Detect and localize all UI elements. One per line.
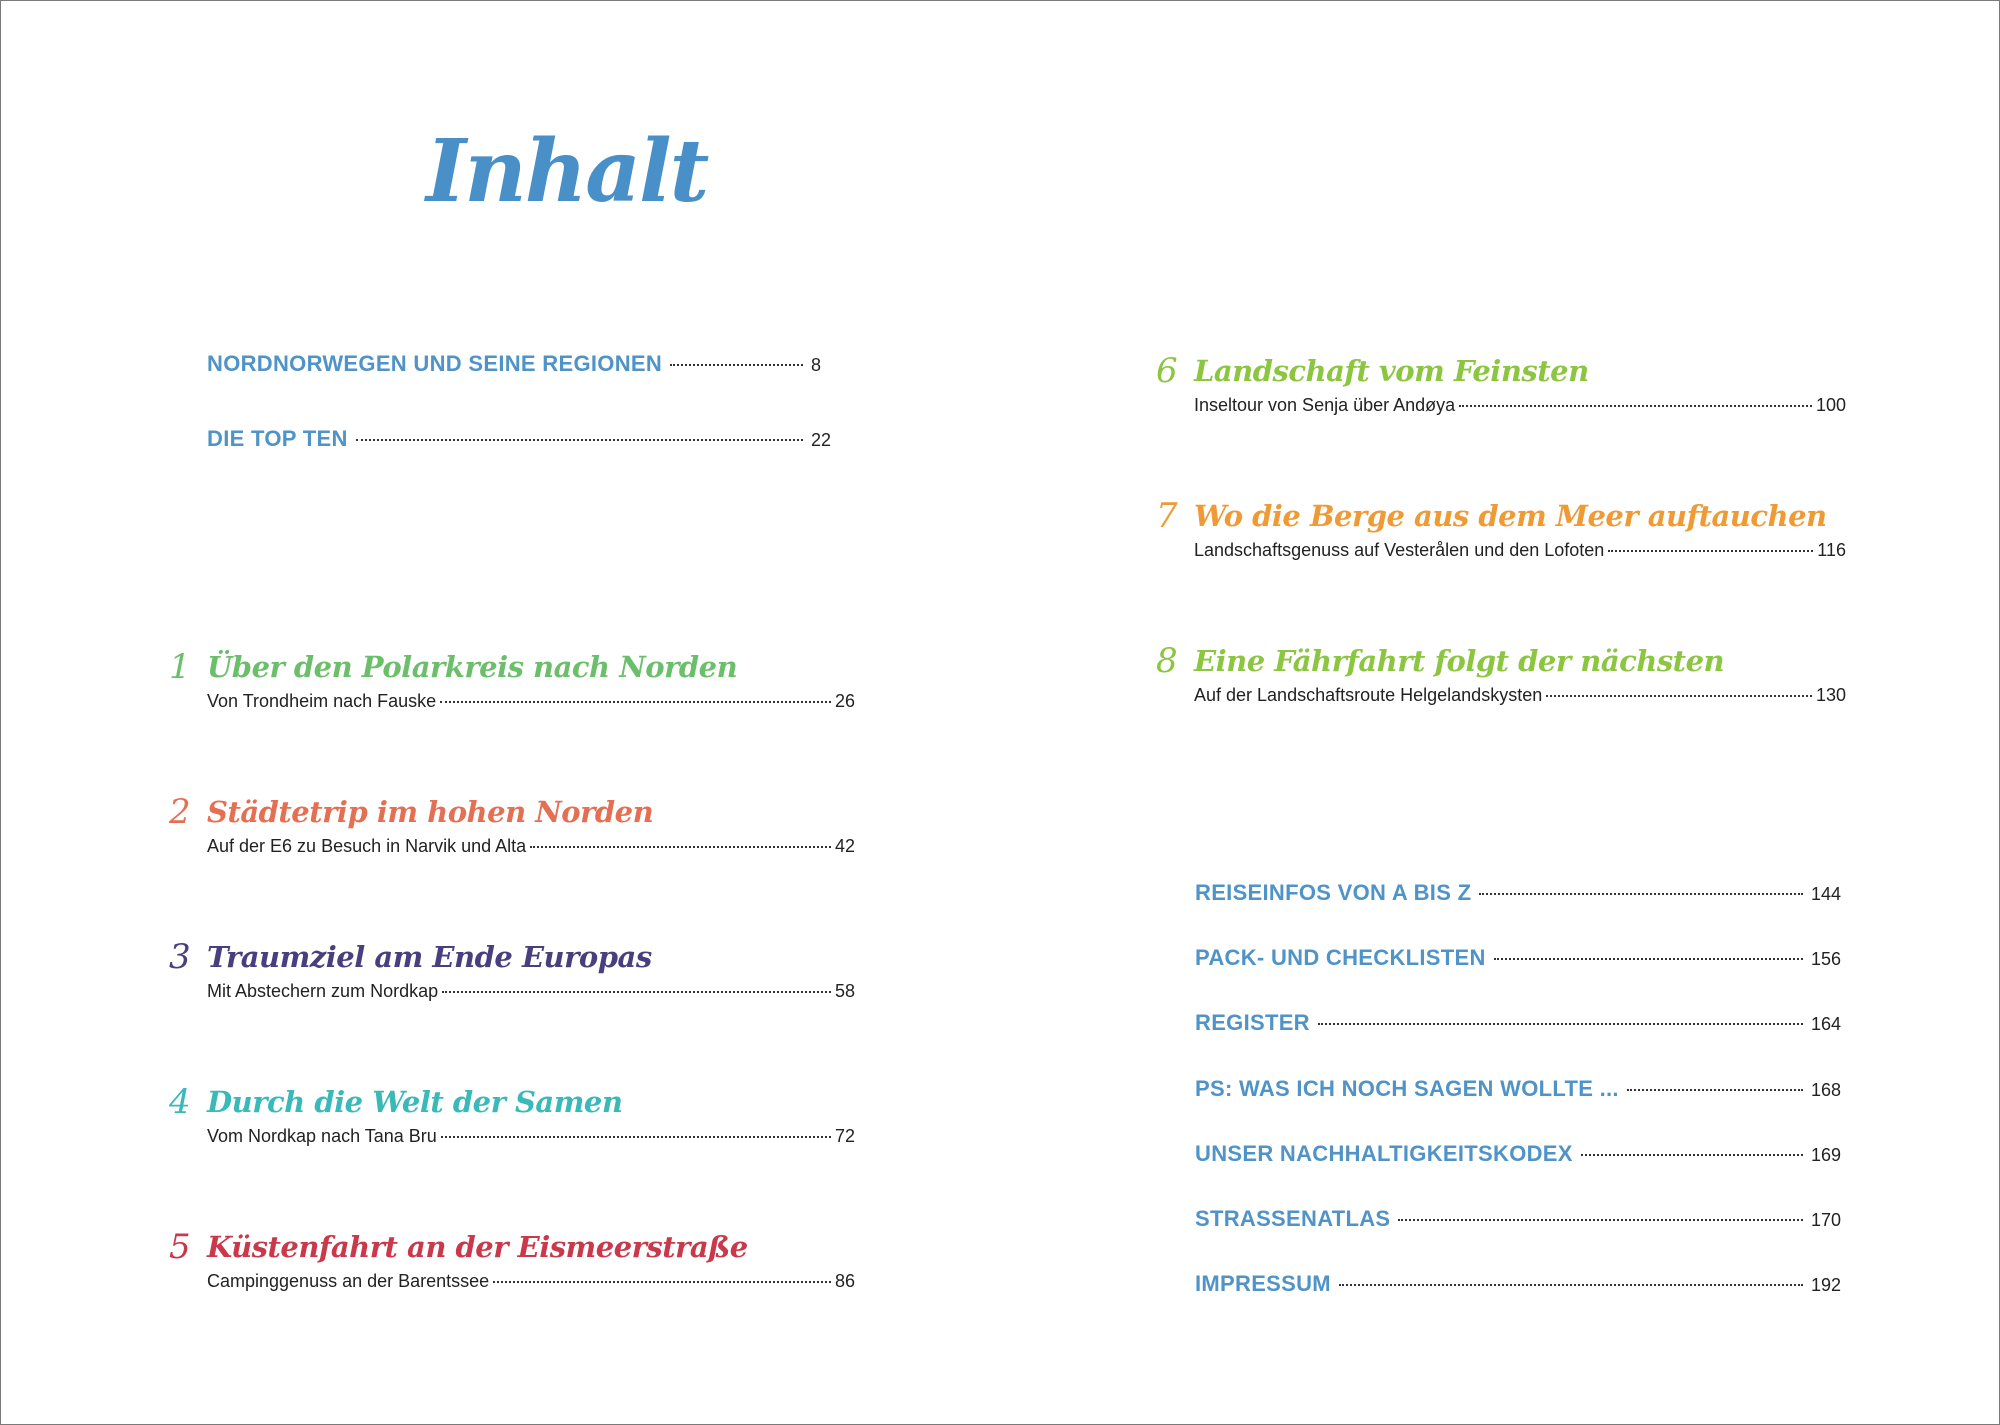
dot-leader (441, 1136, 831, 1138)
dot-leader (1546, 695, 1812, 697)
dot-leader (493, 1281, 831, 1283)
chapter-title: Wo die Berge aus dem Meer auftauchen (1194, 499, 1827, 533)
chapter-subtitle-row (1194, 395, 1846, 416)
dot-leader (1339, 1284, 1803, 1286)
chapter-number: 4 (169, 1082, 191, 1122)
toc-entry-impressum[interactable] (1195, 1271, 1847, 1297)
toc-entry-label: PS: WAS ICH NOCH SAGEN WOLLTE ... (1195, 1076, 1619, 1101)
chapter-subtitle-row (207, 836, 855, 857)
toc-entry-checklisten[interactable] (1195, 945, 1847, 971)
chapter-page: 72 (834, 1126, 855, 1146)
chapter-title: Über den Polarkreis nach Norden (207, 650, 738, 684)
chapter-number: 7 (1156, 496, 1178, 536)
chapter-page: 130 (1815, 685, 1846, 705)
toc-entry-page: 22 (811, 430, 832, 450)
toc-entry-page: 168 (1811, 1080, 1842, 1100)
dot-leader (1627, 1089, 1803, 1091)
chapter-subtitle-row (1194, 685, 1846, 706)
dot-leader (356, 439, 803, 441)
toc-entry-reiseinfos[interactable] (1195, 880, 1847, 906)
page-title: Inhalt (426, 121, 708, 222)
chapter-subtitle-row (207, 1126, 855, 1147)
chapter-subtitle: Vom Nordkap nach Tana Bru (207, 1126, 437, 1146)
toc-entry-label: STRASSENATLAS (1195, 1206, 1391, 1231)
chapter-title: Durch die Welt der Samen (207, 1085, 623, 1119)
dot-leader (1608, 550, 1813, 552)
toc-entry-label: REGISTER (1195, 1010, 1310, 1035)
chapter-page: 26 (834, 691, 855, 711)
dot-leader (530, 846, 831, 848)
dot-leader (442, 991, 831, 993)
chapter-page: 86 (834, 1271, 855, 1291)
toc-entry-nachhaltigkeit[interactable] (1195, 1141, 1847, 1167)
chapter-subtitle: Auf der Landschaftsroute Helgelandskysten (1194, 685, 1543, 705)
chapter-subtitle: Campinggenuss an der Barentssee (207, 1271, 490, 1291)
toc-entry-label: IMPRESSUM (1195, 1271, 1331, 1296)
toc-entry-page: 192 (1811, 1275, 1842, 1295)
dot-leader (670, 364, 803, 366)
chapter-subtitle: Mit Abstechern zum Nordkap (207, 981, 439, 1001)
dot-leader (1318, 1023, 1803, 1025)
dot-leader (440, 701, 831, 703)
chapter-number: 6 (1156, 351, 1178, 391)
chapter-subtitle: Von Trondheim nach Fauske (207, 691, 437, 711)
chapter-number: 2 (169, 792, 191, 832)
toc-entry-ps[interactable] (1195, 1076, 1847, 1102)
chapter-subtitle: Landschaftsgenuss auf Vesterålen und den Lofoten (1194, 540, 1605, 560)
dot-leader (1479, 893, 1803, 895)
chapter-title: Landschaft vom Feinsten (1194, 354, 1589, 388)
dot-leader (1494, 958, 1803, 960)
chapter-title: Traumziel am Ende Europas (207, 940, 652, 974)
toc-entry-page: 169 (1811, 1145, 1842, 1165)
dot-leader (1581, 1154, 1803, 1156)
chapter-number: 1 (169, 647, 191, 687)
chapter-title: Küstenfahrt an der Eismeerstraße (207, 1230, 748, 1264)
toc-entry-page: 156 (1811, 949, 1842, 969)
toc-entry-register[interactable] (1195, 1010, 1847, 1036)
toc-entry-strassenatlas[interactable] (1195, 1206, 1847, 1232)
chapter-page: 58 (834, 981, 855, 1001)
chapter-number: 3 (169, 937, 191, 977)
toc-entry-label: REISEINFOS VON A BIS Z (1195, 880, 1472, 905)
toc-entry-page: 144 (1811, 884, 1842, 904)
chapter-title: Städtetrip im hohen Norden (207, 795, 654, 829)
chapter-page: 42 (834, 836, 855, 856)
toc-entry-regions[interactable] (207, 351, 847, 377)
toc-entry-label: UNSER NACHHALTIGKEITSKODEX (1195, 1141, 1573, 1166)
chapter-page: 116 (1817, 540, 1846, 560)
chapter-subtitle-row (207, 691, 855, 712)
chapter-subtitle: Auf der E6 zu Besuch in Narvik und Alta (207, 836, 527, 856)
chapter-page: 100 (1815, 395, 1846, 415)
toc-entry-top-ten[interactable] (207, 426, 847, 452)
toc-entry-page: 8 (811, 355, 822, 375)
toc-entry-label: PACK- UND CHECKLISTEN (1195, 945, 1486, 970)
chapter-subtitle: Inseltour von Senja über Andøya (1194, 395, 1456, 415)
chapter-subtitle-row (207, 981, 855, 1002)
chapter-number: 5 (169, 1227, 191, 1267)
toc-entry-page: 164 (1811, 1014, 1842, 1034)
chapter-title: Eine Fährfahrt folgt der nächsten (1194, 644, 1725, 678)
dot-leader (1398, 1219, 1803, 1221)
chapter-subtitle-row (1194, 540, 1846, 561)
toc-entry-label: NORDNORWEGEN UND SEINE REGIONEN (207, 351, 663, 376)
chapter-subtitle-row (207, 1271, 855, 1292)
dot-leader (1459, 405, 1812, 407)
toc-entry-page: 170 (1811, 1210, 1842, 1230)
chapter-number: 8 (1156, 641, 1178, 681)
toc-entry-label: DIE TOP TEN (207, 426, 348, 451)
